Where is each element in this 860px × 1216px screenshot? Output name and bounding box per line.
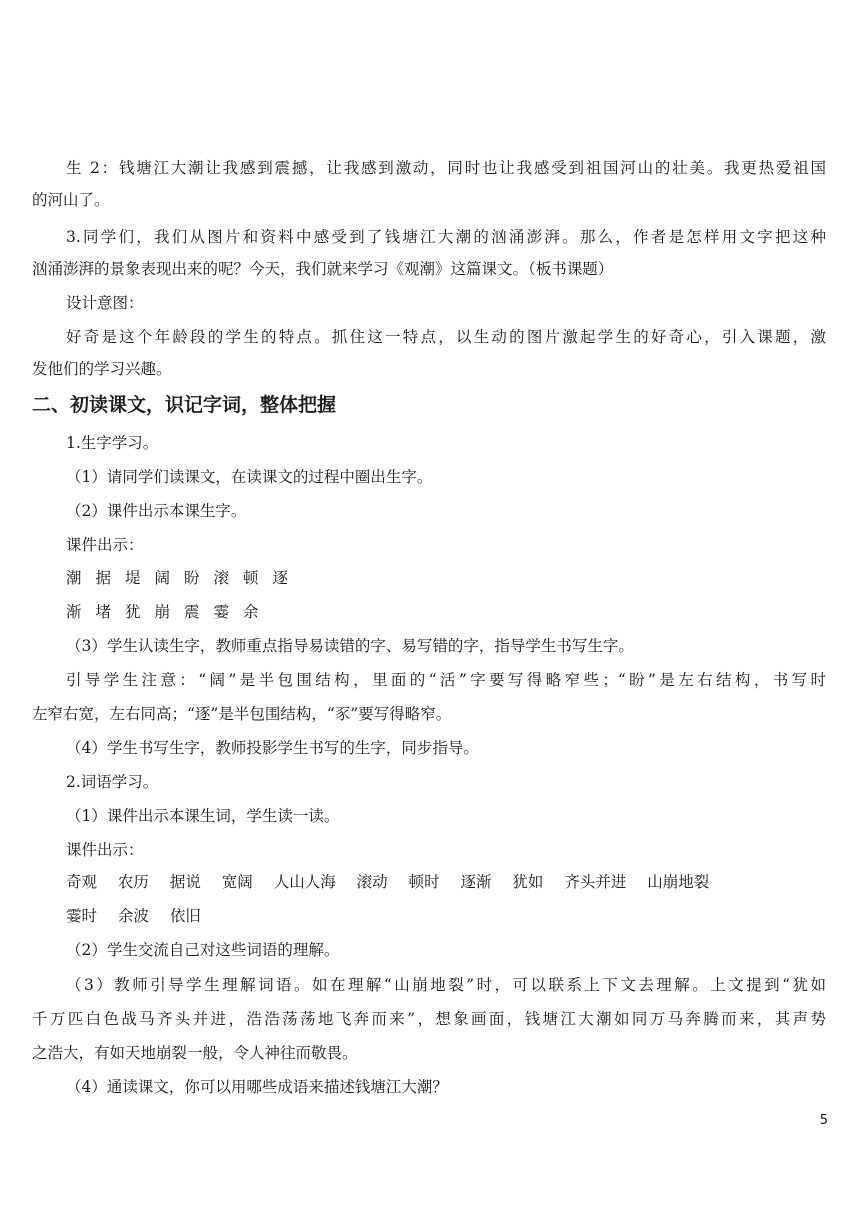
paragraph-line: 千万匹白色战马齐头并进，浩浩荡荡地飞奔而来”，想象画面，钱塘江大潮如同万马奔腾而来，其声势 <box>32 1010 826 1028</box>
paragraph-line: 左窄右宽，左右同高；“逐”是半包围结构，“豕”要写得略窄。 <box>32 705 452 723</box>
paragraph-line: （3）学生认读生字，教师重点指导易读错的字、易写错的字，指导学生书写生字。 <box>66 637 634 655</box>
paragraph-line: （3）教师引导学生理解词语。如在理解“山崩地裂”时，可以联系上下文去理解。上文提到“犹如 <box>66 976 826 994</box>
paragraph-line: （1）请同学们读课文，在读课文的过程中圈出生字。 <box>66 468 433 486</box>
design-intent-label: 设计意图： <box>66 294 144 312</box>
character-list: 潮据堤阔盼滚顿逐 <box>66 569 303 587</box>
paragraph-line: 汹涌澎湃的景象表现出来的呢？今天，我们就来学习《观潮》这篇课文。（板书课题） <box>32 260 614 278</box>
paragraph-line: 课件出示： <box>66 841 144 859</box>
section-heading: 二、初读课文，识记字词，整体把握 <box>32 394 337 416</box>
paragraph-line: 引导学生注意：“阔”是半包围结构，里面的“活”字要写得略窄些；“盼”是左右结构，书写时 <box>66 671 826 689</box>
paragraph-line: （2）学生交流自己对这些词语的理解。 <box>66 941 340 959</box>
paragraph-line: 3.同学们，我们从图片和资料中感受到了钱塘江大潮的汹涌澎湃。那么，作者是怎样用文字把这种 <box>66 228 826 246</box>
character-list: 渐堵犹崩震霎余 <box>66 603 273 621</box>
paragraph-line: 课件出示： <box>66 536 144 554</box>
page-number: 5 <box>819 1113 828 1128</box>
word-list: 霎时 余波 依旧 <box>66 907 201 925</box>
paragraph-line: 之浩大，有如天地崩裂一般，令人神往而敬畏。 <box>32 1044 358 1062</box>
paragraph-line: 生 2：钱塘江大潮让我感到震撼，让我感到激动，同时也让我感受到祖国河山的壮美。我更热爱祖国 <box>66 159 826 177</box>
paragraph-line: （2）课件出示本课生字。 <box>66 502 247 520</box>
paragraph-line: 2.词语学习。 <box>66 773 159 791</box>
paragraph-line: （4）学生书写生字，教师投影学生书写的生字，同步指导。 <box>66 739 479 757</box>
paragraph-line: 1.生字学习。 <box>66 434 159 452</box>
paragraph-line: 的河山了。 <box>32 191 110 209</box>
paragraph-line: 好奇是这个年龄段的学生的特点。抓住这一特点，以生动的图片激起学生的好奇心，引入课题，激 <box>66 328 826 346</box>
word-list: 奇观 农历 据说 宽阔 人山人海 滚动 顿时 逐渐 犹如 齐头并进 山崩地裂 <box>66 873 710 891</box>
paragraph-line: （1）课件出示本课生词，学生读一读。 <box>66 807 340 825</box>
paragraph-line: （4）通读课文，你可以用哪些成语来描述钱塘江大潮？ <box>66 1078 448 1096</box>
paragraph-line: 发他们的学习兴趣。 <box>32 360 172 378</box>
